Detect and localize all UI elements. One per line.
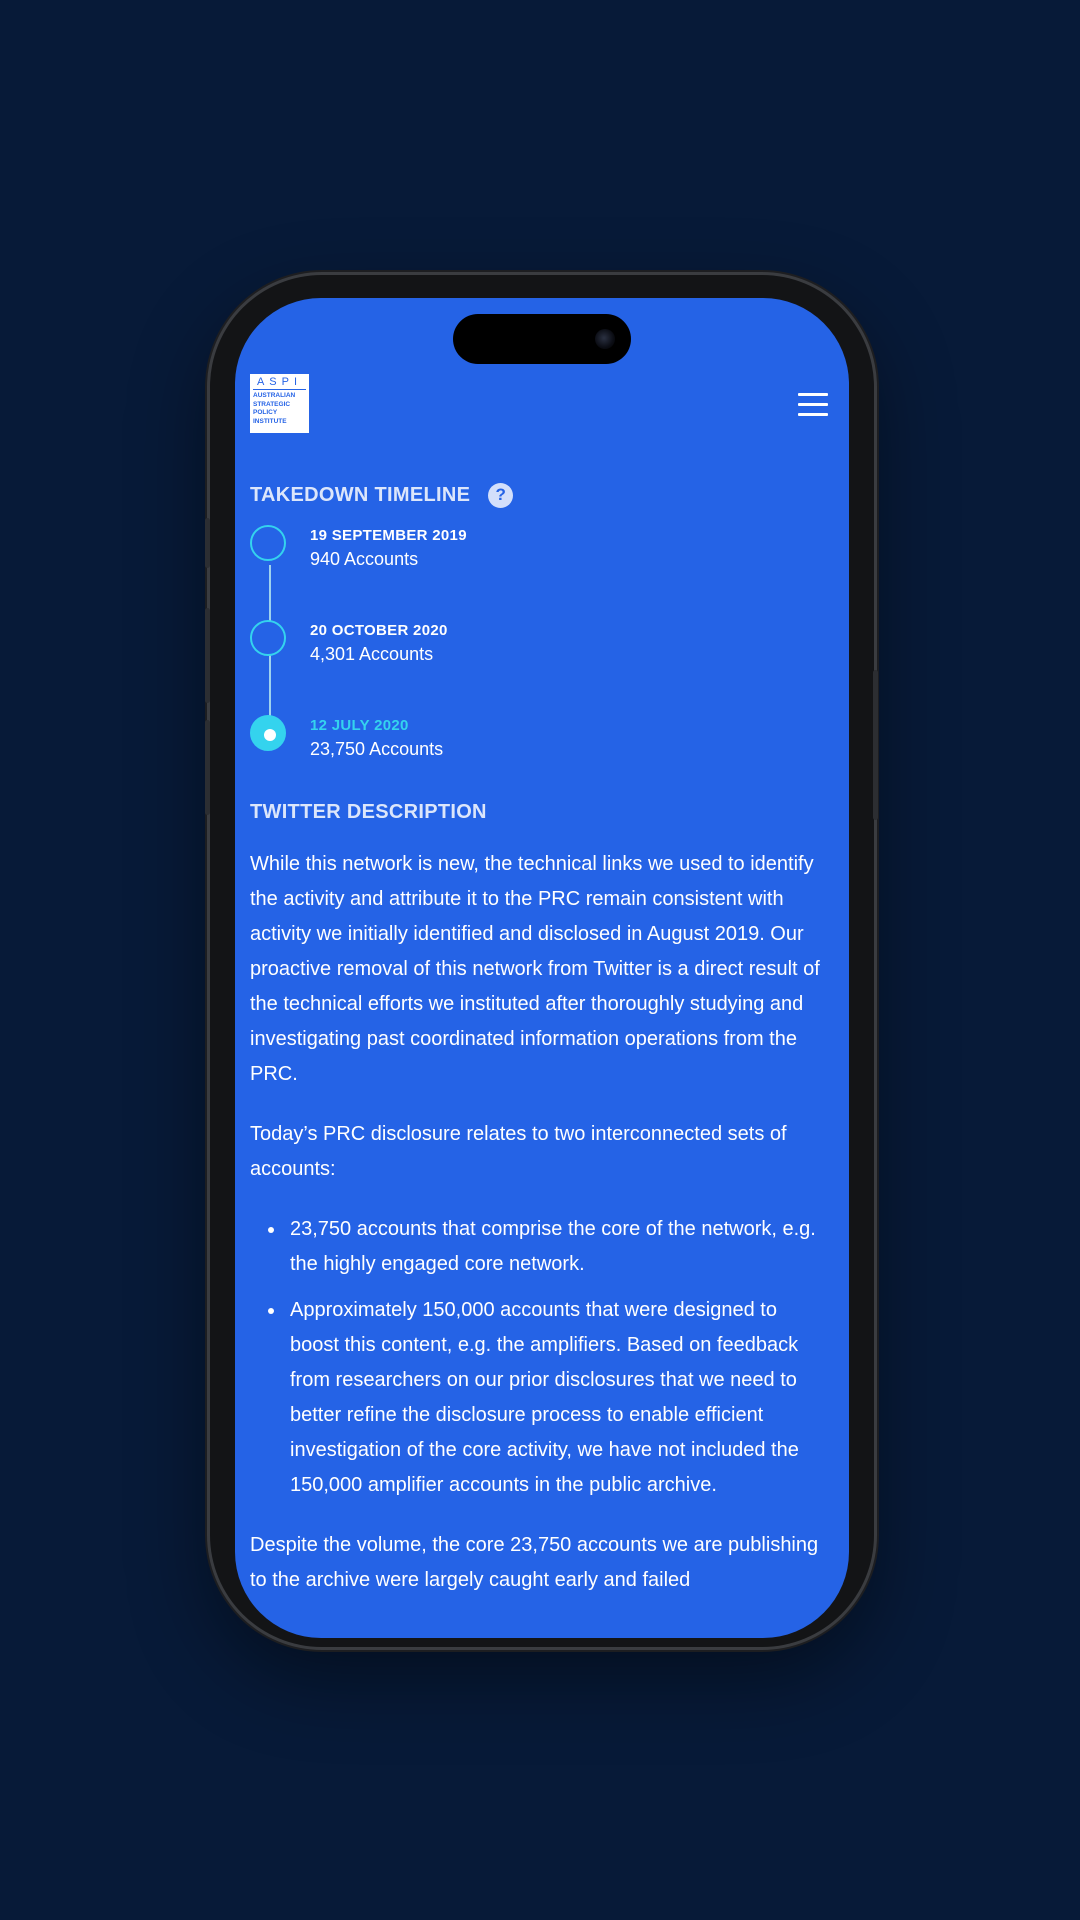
timeline-date: 12 JULY 2020 bbox=[310, 717, 409, 734]
dynamic-island bbox=[453, 314, 631, 364]
description-paragraph: Despite the volume, the core 23,750 accounts we are publishing to the archive were largely caught early and failed bbox=[250, 1534, 819, 1591]
help-icon[interactable]: ? bbox=[488, 483, 513, 508]
timeline-date: 19 SEPTEMBER 2019 bbox=[310, 527, 467, 544]
description-paragraph: Today’s PRC disclosure relates to two interconnected sets of accounts: bbox=[250, 1123, 787, 1180]
description-title: TWITTER DESCRIPTION bbox=[250, 800, 487, 823]
aspi-logo[interactable] bbox=[250, 374, 309, 433]
logo-line: AUSTRALIAN bbox=[253, 392, 296, 399]
timeline-count: 940 Accounts bbox=[310, 549, 419, 569]
phone-volume-down-button bbox=[205, 720, 210, 815]
logo-acronym: ASPI bbox=[253, 376, 306, 390]
timeline-node-active-icon bbox=[250, 715, 286, 751]
timeline-count: 23,750 Accounts bbox=[310, 739, 444, 759]
list-item: Approximately 150,000 accounts that were designed to boost this content, e.g. the amplifiers. Based on feedback from researchers on our prior disclosures that we need to better refine the disclosure process to enable efficient investigation of the core activity, we have not included the 150,000 amplifier accounts in the public archive. bbox=[290, 1293, 830, 1503]
list-item: 23,750 accounts that comprise the core of the network, e.g. the highly engaged core network. bbox=[290, 1212, 830, 1282]
timeline-title: TAKEDOWN TIMELINE bbox=[250, 483, 471, 506]
timeline-header bbox=[250, 480, 830, 510]
phone-screen bbox=[235, 298, 849, 1638]
timeline-node-icon bbox=[250, 620, 286, 656]
logo-line: STRATEGIC bbox=[253, 400, 291, 408]
logo-line: POLICY bbox=[253, 409, 278, 416]
timeline-item-active[interactable] bbox=[250, 715, 650, 759]
camera-icon bbox=[595, 329, 615, 349]
logo-wordmark bbox=[253, 392, 306, 426]
logo-line: INSTITUTE bbox=[253, 417, 287, 425]
phone-volume-up-button bbox=[205, 608, 210, 703]
timeline-count: 4,301 Accounts bbox=[310, 644, 434, 664]
page-content bbox=[250, 480, 830, 1598]
description-list bbox=[250, 1212, 830, 1503]
timeline-node-icon bbox=[250, 525, 286, 561]
phone-power-button bbox=[873, 670, 878, 820]
timeline-item[interactable] bbox=[250, 525, 650, 569]
hamburger-menu-icon[interactable] bbox=[798, 393, 828, 417]
takedown-timeline bbox=[250, 525, 830, 775]
timeline-date: 20 OCTOBER 2020 bbox=[310, 622, 448, 639]
phone-action-button bbox=[205, 518, 210, 568]
timeline-item[interactable] bbox=[250, 620, 650, 664]
description-paragraph: While this network is new, the technical links we used to identify the activity and attribute it to the PRC remain consistent with activity we initially identified and disclosed in August 2019. Our proactive removal of this network from Twitter is a direct result of the technical efforts we instituted after thoroughly studying and investigating past coordinated information operations from the PRC. bbox=[250, 853, 820, 1085]
